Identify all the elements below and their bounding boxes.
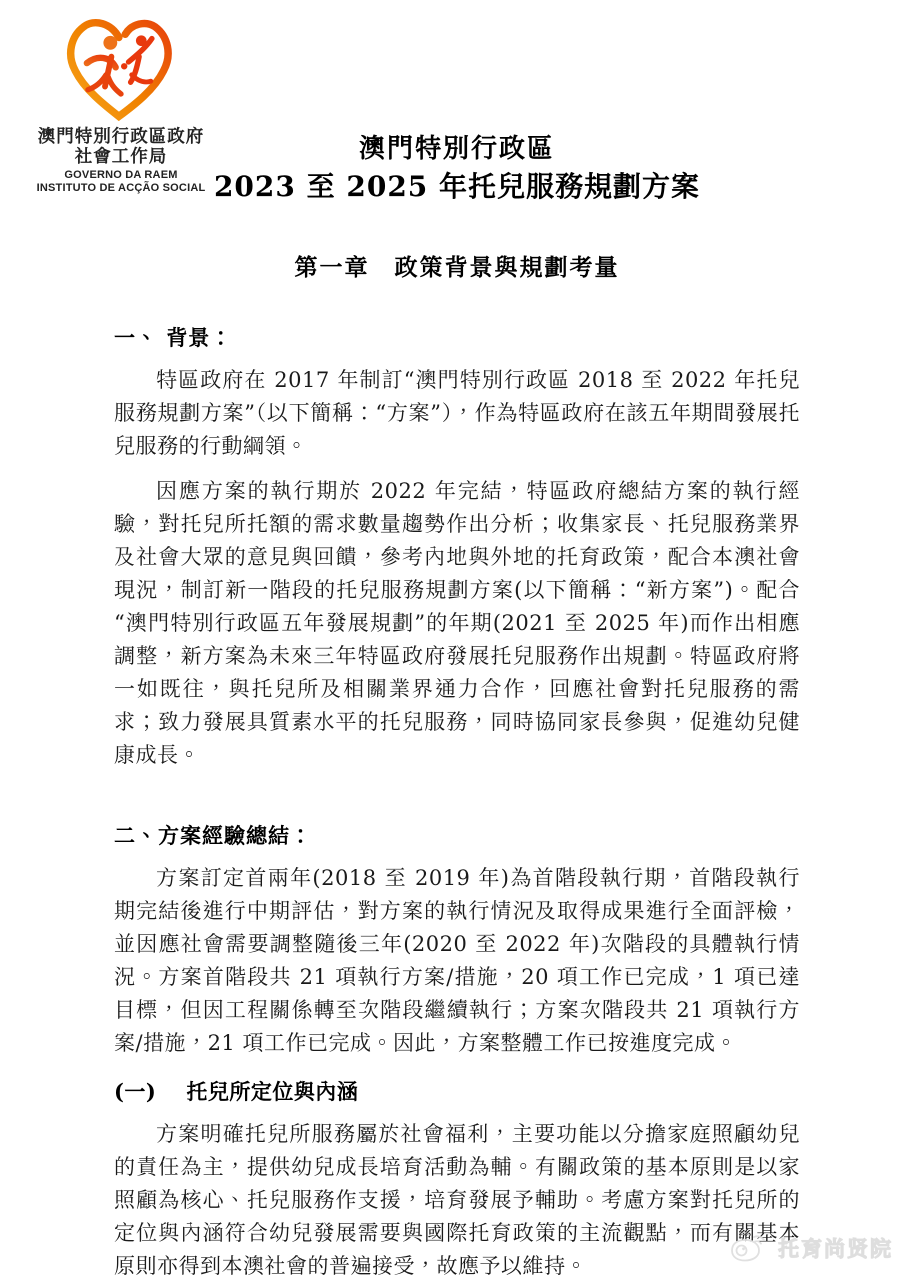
section2-paragraph-1: 方案訂定首兩年(2018 至 2019 年)為首階段執行期，首階段執行期完結後進行中期評估，對方案的執行情況及取得成果進行全面評檢，並因應社會需要調整隨後三年(2020 至 2022 年)次階段的具體執行情況。方案首階段共 21 項執行方案/措施，20 項工作已完成，1 項已達目標，但因工程關係轉至次階段繼續執行；方案次階段共 21 項執行方案/措施，21 項工作已完成。因此，方案整體工作已按進度完成。 <box>114 866 800 1055</box>
org-name-zh-line2: 社會工作局 <box>74 146 168 166</box>
ias-heart-logo-icon <box>16 14 226 126</box>
org-name-pt-line1: GOVERNO DA RAEM <box>64 169 178 181</box>
section2-sub1-heading <box>114 1076 800 1106</box>
section2-sub1-title: 托兒所定位與內涵 <box>186 1079 359 1104</box>
weibo-icon <box>728 1229 770 1267</box>
section2-heading: 二、方案經驗總結： <box>114 823 312 848</box>
org-name-pt-line2: INSTITUTO DE ACÇÃO SOCIAL <box>36 181 206 194</box>
watermark <box>728 1229 893 1267</box>
section1-paragraph-1: 特區政府在 2017 年制訂“澳門特別行政區 2018 至 2022 年托兒服務規劃方案”（以下簡稱：“方案”），作為特區政府在該五年期間發展托兒服務的行動綱領。 <box>114 368 800 458</box>
section1-heading: 一、 背景： <box>114 325 233 350</box>
watermark-label: 托育尚贤院 <box>778 1238 893 1261</box>
document-title-line2: 2023 至 2025 年托兒服務規劃方案 <box>213 170 701 203</box>
section1-paragraph-2: 因應方案的執行期於 2022 年完結，特區政府總結方案的執行經驗，對托兒所托額的需求數量趨勢作出分析；收集家長、托兒服務業界及社會大眾的意見與回饋，參考內地與外地的托育政策，配合本澳社會現況，制訂新一階段的托兒服務規劃方案(以下簡稱：“新方案”)。配合“澳門特別行政區五年發展規劃”的年期(2021 至 2025 年)而作出相應調整，新方案為未來三年特區政府發展托兒服務作出規劃。特區政府將一如既往，與托兒所及相關業界通力合作，回應社會對托兒服務的需求；致力發展具質素水平的托兒服務，同時協同家長參與，促進幼兒健康成長。 <box>114 479 800 767</box>
org-name-zh-line1: 澳門特別行政區政府 <box>37 126 205 146</box>
document-title-line1: 澳門特別行政區 <box>358 134 555 164</box>
section2-sub1-number: (一) <box>114 1079 157 1104</box>
chapter-heading: 第一章 政策背景與規劃考量 <box>294 254 620 281</box>
document-body <box>114 322 800 1279</box>
section2-sub1-paragraph: 方案明確托兒所服務屬於社會福利，主要功能以分擔家庭照顧幼兒的責任為主，提供幼兒成長培育活動為輔。有關政策的基本原則是以家照顧為核心、托兒服務作支援，培育發展予輔助。考慮方案對托兒所的定位與內涵符合幼兒發展需要與國際托育政策的主流觀點，而有關基本原則亦得到本澳社會的普遍接受，故應予以維持。 <box>114 1122 800 1278</box>
document-title <box>114 133 800 204</box>
